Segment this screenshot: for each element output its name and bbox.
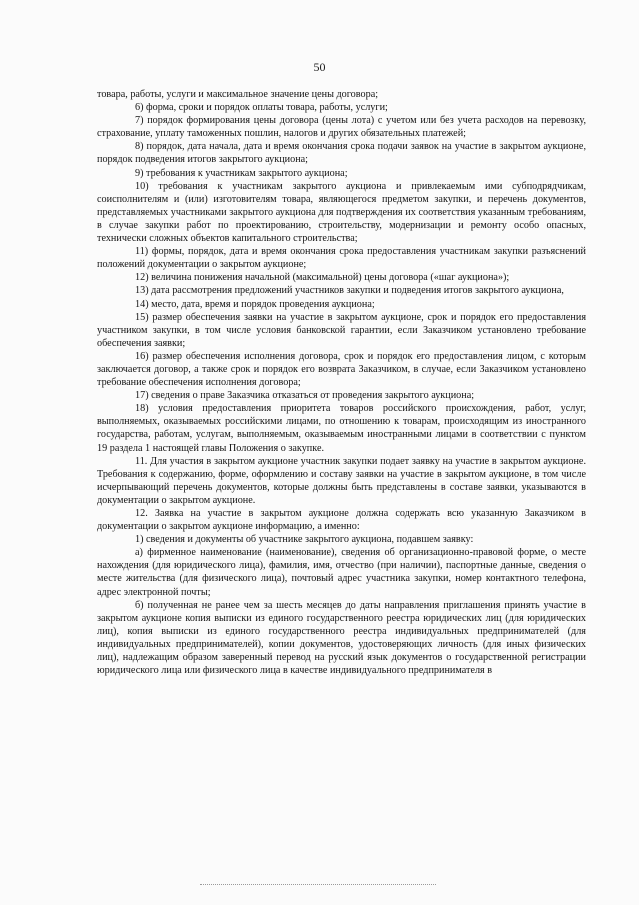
list-item-11: 11) формы, порядок, дата и время окончания срока предоставления участникам закупки разъяснений положений документации о закрытом аукционе; [97, 246, 586, 271]
clause-12-item-1: 1) сведения и документы об участнике закрытого аукциона, подавшем заявку: [135, 534, 474, 546]
list-item-6: 6) форма, сроки и порядок оплаты товара, работы, услуги; [135, 102, 388, 114]
list-item-16: 16) размер обеспечения исполнения договора, срок и порядок его предоставления лицом, с которым заключается договор, а также срок и порядок его возврата Заказчиком, в случае, если Заказчиком установлено требование обеспечения исполнения договора; [97, 350, 586, 389]
list-item-12: 12) величина понижения начальной (максимальной) цены договора («шаг аукциона»); [135, 272, 510, 284]
list-item-10: 10) требования к участникам закрытого аукциона и привлекаемым ими субподрядчикам, соисполнителям и (или) изготовителям товара, являющегося предметом закупки, и перечень документов, представляемых участниками закрытого аукциона для подтверждения их соответствия указанным требованиям, в случае закупки работ по проектированию, строительству, модернизации и ремонту особо опасных, технически сложных объектов капитального строительства; [97, 180, 586, 245]
clause-12-item-1a: а) фирменное наименование (наименование), сведения об организационно-правовой форме, о месте нахождения (для юридического лица), фамилия, имя, отчество (при наличии), паспортные данные, сведения о месте жительства (для физического лица), почтовый адрес участника закупки, номер контактного телефона, адрес электронной почты; [97, 547, 586, 598]
clause-11: 11. Для участия в закрытом аукционе участник закупки подает заявку на участие в закрытом аукционе. Требования к содержанию, форме, оформлению и составу заявки на участие в закрытом аукционе, в том числе исчерпывающий перечень документов, которые должны быть представлены в составе заявки, указываются в документации о закрытом аукционе. [97, 455, 586, 506]
list-item-8: 8) порядок, дата начала, дата и время окончания срока подачи заявок на участие в закрытом аукционе, порядок подведения итогов закрытого аукциона; [97, 141, 586, 166]
list-item-9: 9) требования к участникам закрытого аукциона; [135, 167, 348, 179]
document-body [97, 88, 586, 677]
list-item-7: 7) порядок формирования цены договора (цены лота) с учетом или без учета расходов на перевозку, страхование, уплату таможенных пошлин, налогов и других обязательных платежей; [97, 115, 586, 140]
clause-12: 12. Заявка на участие в закрытом аукционе должна содержать всю указанную Заказчиком в документации о закрытом аукционе информацию, а именно: [97, 508, 586, 533]
list-item-15: 15) размер обеспечения заявки на участие в закрытом аукционе, срок и порядок его предоставления участником закупки, в том числе условия банковской гарантии, если Заказчиком установлено требование обеспечения заявки; [97, 311, 586, 349]
clause-12-item-1b: б) полученная не ранее чем за шесть месяцев до даты направления приглашения принять участие в закрытом аукционе копия выписки из единого государственного реестра юридических лиц (для юридических лиц), копия выписки из единого государственного реестра индивидуальных предпринимателей (для индивидуальных предпринимателей), копии документов, удостоверяющих личность (для иных физических лиц), надлежащим образом заверенный перевод на русский язык документов о государственной регистрации юридического лица или физического лица в качестве индивидуального предпринимателя в [97, 599, 586, 677]
list-item-13: 13) дата рассмотрения предложений участников закупки и подведения итогов закрытого аукциона, [135, 285, 564, 297]
list-item-17: 17) сведения о праве Заказчика отказаться от проведения закрытого аукциона; [135, 390, 475, 402]
paragraph-continuation: товара, работы, услуги и максимальное значение цены договора; [97, 89, 379, 100]
page-number: 50 [313, 60, 326, 74]
list-item-18: 18) условия предоставления приоритета товаров российского происхождения, работ, услуг, выполняемых, оказываемых российскими лицами, по отношению к товарам, происходящим из иностранного государства, работам, услугам, выполняемым, оказываемым иностранными лицами в соответствии с пунктом 19 раздела 1 настоящей главы Положения о закупке. [97, 403, 586, 454]
scan-artifact-line [200, 884, 436, 885]
list-item-14: 14) место, дата, время и порядок проведения аукциона; [135, 298, 375, 310]
